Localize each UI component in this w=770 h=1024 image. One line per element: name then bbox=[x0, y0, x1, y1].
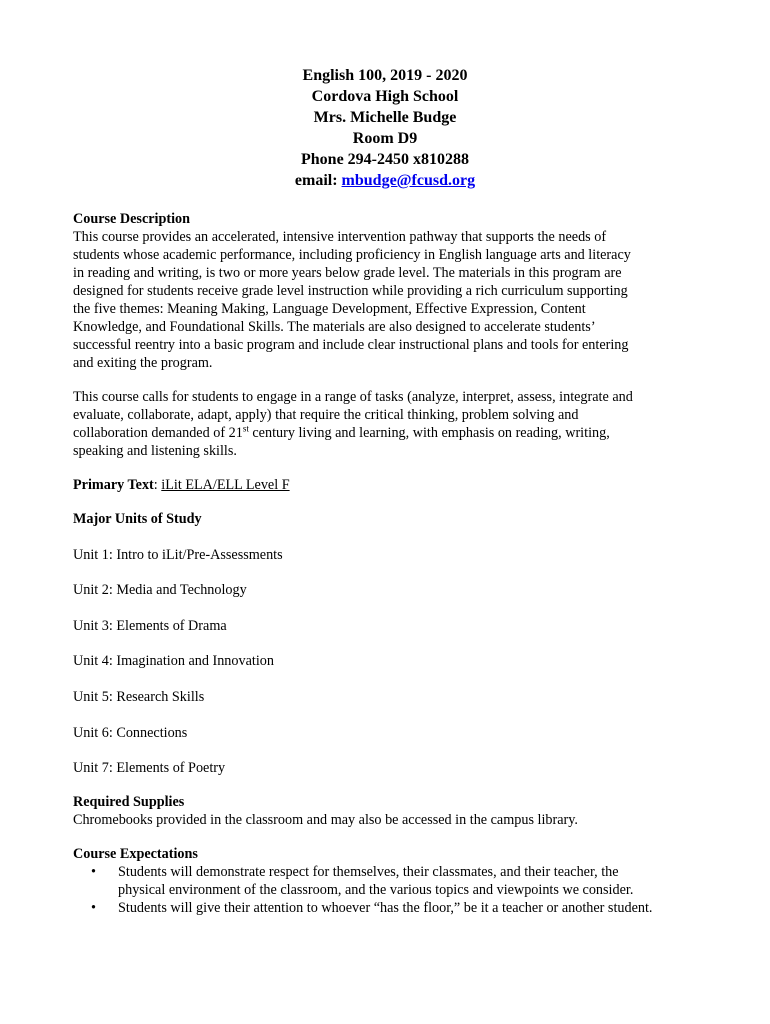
text-line: This course calls for students to engage in a range of tasks (analyze, interpret, assess, integrate and bbox=[73, 389, 633, 405]
text-line: successful reentry into a basic program and include clear instructional plans and tools for entering bbox=[73, 337, 629, 353]
text-line: physical environment of the classroom, and the various topics and viewpoints we consider. bbox=[118, 882, 634, 899]
email-line bbox=[0, 170, 770, 191]
bullet-icon: • bbox=[91, 864, 96, 881]
expectations-list bbox=[73, 863, 688, 917]
supplies-heading: Required Supplies bbox=[73, 794, 185, 811]
text-line: Knowledge, and Foundational Skills. The materials are also designed to accelerate students’ bbox=[73, 319, 596, 335]
text-line bbox=[73, 424, 688, 442]
list-item: Unit 4: Imagination and Innovation bbox=[73, 653, 274, 670]
list-item: Unit 6: Connections bbox=[73, 724, 188, 741]
course-description-para1 bbox=[73, 228, 688, 372]
text-segment: century living and learning, with emphasis on reading, writing, bbox=[248, 425, 610, 441]
units-heading: Major Units of Study bbox=[73, 511, 202, 527]
text-line: students whose academic performance, including proficiency in English language arts and literacy bbox=[73, 247, 631, 263]
primary-text-value: iLit ELA/ELL Level F bbox=[161, 477, 290, 493]
primary-text-label: Primary Text bbox=[73, 477, 154, 493]
text-line: in reading and writing, is two or more years below grade level. The materials in this program are bbox=[73, 265, 622, 281]
list-item: Unit 1: Intro to iLit/Pre-Assessments bbox=[73, 546, 283, 563]
teacher-name: Mrs. Michelle Budge bbox=[313, 109, 457, 126]
supplies-text: Chromebooks provided in the classroom and may also be accessed in the campus library. bbox=[73, 812, 578, 829]
text-line: speaking and listening skills. bbox=[73, 443, 237, 459]
room-number: Room D9 bbox=[352, 130, 418, 147]
expectations-heading: Course Expectations bbox=[73, 846, 198, 863]
text-line: the five themes: Meaning Making, Language Development, Effective Expression, Content bbox=[73, 301, 586, 317]
bullet-icon: • bbox=[91, 900, 96, 917]
ordinal-suffix: st bbox=[242, 423, 249, 434]
text-line: designed for students receive grade level instruction while providing a rich curriculum supporting bbox=[73, 283, 628, 299]
course-description-heading: Course Description bbox=[73, 211, 191, 227]
text-line: Students will demonstrate respect for themselves, their classmates, and their teacher, the bbox=[118, 864, 619, 881]
text-line: and exiting the program. bbox=[73, 355, 213, 371]
primary-text-separator: : bbox=[153, 477, 162, 493]
email-label: email: bbox=[294, 172, 338, 189]
text-segment: collaboration demanded of 21 bbox=[73, 425, 243, 441]
course-title: English 100, 2019 - 2020 bbox=[302, 67, 468, 84]
phone-number: Phone 294-2450 x810288 bbox=[301, 151, 469, 168]
list-item: Unit 7: Elements of Poetry bbox=[73, 760, 226, 777]
list-item: Unit 3: Elements of Drama bbox=[73, 617, 227, 634]
list-item bbox=[73, 863, 688, 899]
course-description-para2 bbox=[73, 388, 688, 460]
text-line: Students will give their attention to whoever “has the floor,” be it a teacher or another student. bbox=[118, 900, 653, 917]
list-item bbox=[73, 899, 688, 917]
units-list bbox=[73, 546, 688, 778]
document-header bbox=[0, 65, 770, 191]
email-link[interactable]: mbudge@fcusd.org bbox=[341, 172, 476, 189]
document-body bbox=[73, 210, 688, 917]
list-item: Unit 2: Media and Technology bbox=[73, 582, 247, 599]
list-item: Unit 5: Research Skills bbox=[73, 688, 205, 705]
school-name: Cordova High School bbox=[311, 88, 459, 105]
primary-text-line bbox=[73, 476, 688, 494]
text-line: This course provides an accelerated, intensive intervention pathway that supports the needs of bbox=[73, 229, 607, 245]
text-line: evaluate, collaborate, adapt, apply) that require the critical thinking, problem solving and bbox=[73, 407, 579, 423]
